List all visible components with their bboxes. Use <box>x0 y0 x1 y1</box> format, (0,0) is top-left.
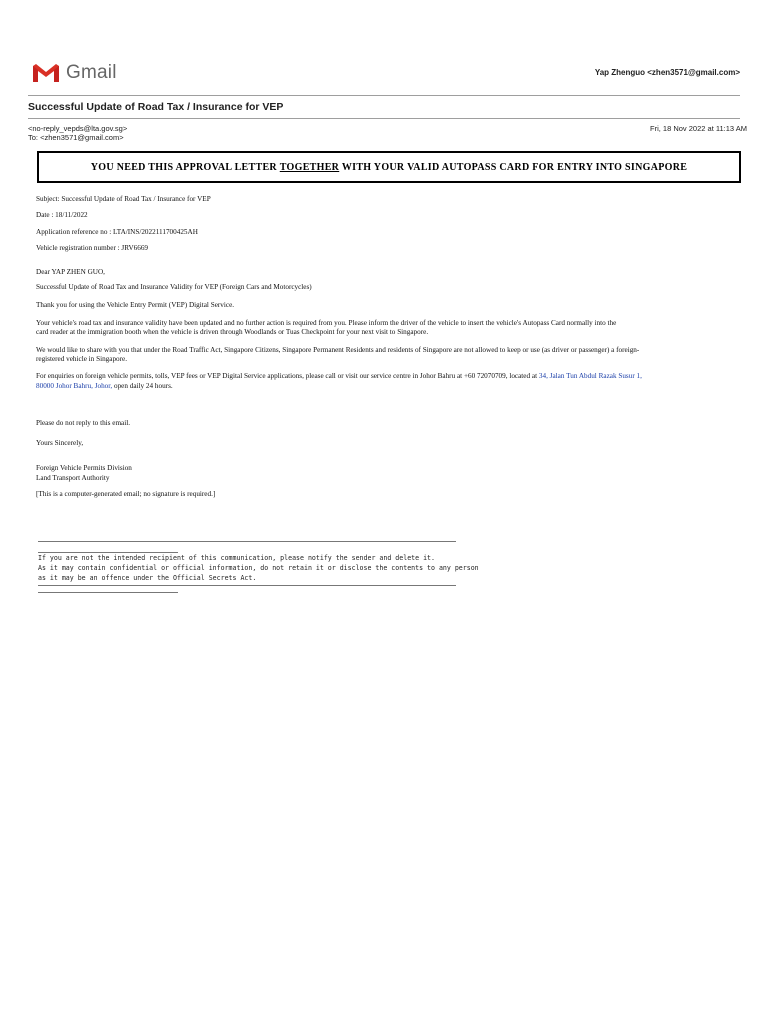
paragraph-line: We would like to share with you that under the Road Traffic Act, Singapore Citizens, Singapore Permanent Residents and residents of Singapore are not allowed to keep or use (as driver or passenger) a foreign- <box>36 345 640 354</box>
banner-text-end: WITH YOUR VALID AUTOPASS CARD FOR ENTRY INTO SINGAPORE <box>339 161 688 173</box>
detail-subject: Subject: Successful Update of Road Tax / Insurance for VEP <box>36 195 211 203</box>
letter-heading: Successful Update of Road Tax and Insurance Validity for VEP (Foreign Cars and Motorcycles) <box>36 283 312 292</box>
gmail-header <box>0 0 768 96</box>
paragraph-line <box>36 372 748 381</box>
salutation: Dear YAP ZHEN GUO, <box>36 267 105 276</box>
account-email: Yap Zhenguo <zhen3571@gmail.com> <box>594 68 740 77</box>
disclaimer-divider <box>38 592 178 593</box>
email-date: Fri, 18 Nov 2022 at 11:13 AM <box>650 124 747 133</box>
recipient-address: To: <zhen3571@gmail.com> <box>28 133 124 142</box>
closing: Yours Sincerely, <box>36 438 84 447</box>
disclaimer-line: As it may contain confidential or official information, do not retain it or disclose the contents to any person <box>38 563 479 572</box>
paragraph-update <box>36 319 748 338</box>
sender-address: <no-reply_vepds@lta.gov.sg> <box>28 124 128 133</box>
disclaimer-line: as it may be an offence under the Official Secrets Act. <box>38 573 257 582</box>
paragraph-enquiries <box>36 372 748 391</box>
paragraph-line: card reader at the immigration booth when the vehicle is driven through Woodlands or Tuas Checkpoint for your next visit to Singapore. <box>36 328 429 337</box>
opening-hours-text: open daily 24 hours. <box>112 381 173 390</box>
banner-text-start: YOU NEED THIS APPROVAL LETTER <box>90 161 280 173</box>
paragraph-line <box>36 382 748 391</box>
no-reply-notice: Please do not reply to this email. <box>36 419 131 428</box>
disclaimer-divider <box>38 585 456 586</box>
gmail-envelope-icon <box>32 63 60 83</box>
disclaimer <box>38 541 738 593</box>
paragraph-line: Your vehicle's road tax and insurance validity have been updated and no further action is required from you. Please inform the driver of the vehicle to insert the vehicle's Autopass Card normally into the <box>36 318 617 327</box>
email-subject: Successful Update of Road Tax / Insurance for VEP <box>28 101 284 113</box>
email-body <box>36 195 748 499</box>
detail-vehicle-reg: Vehicle registration number : JRV6669 <box>36 244 149 253</box>
detail-application-ref: Application reference no : LTA/INS/2022111700425AH <box>36 227 198 236</box>
detail-date: Date : 18/11/2022 <box>36 211 88 220</box>
banner-emphasis: TOGETHER <box>279 161 340 173</box>
thanks-line: Thank you for using the Vehicle Entry Permit (VEP) Digital Service. <box>36 301 235 310</box>
address-link[interactable]: 80000 Johor Bahru, Johor, <box>36 381 113 390</box>
signature-division: Foreign Vehicle Permits Division <box>36 464 132 473</box>
gmail-wordmark: Gmail <box>66 62 117 83</box>
paragraph-line: registered vehicle in Singapore. <box>36 355 128 364</box>
address-link[interactable]: 34, Jalan Tun Abdul Razak Susur 1, <box>538 372 642 381</box>
enquiries-text: For enquiries on foreign vehicle permits, tolls, VEP fees or VEP Digital Service applications, please call or visit our service centre in Johor Bahru at +60 72070709, located at <box>36 372 539 381</box>
approval-banner <box>37 151 741 183</box>
disclaimer-line: If you are not the intended recipient of this communication, please notify the sender and delete it. <box>38 554 435 562</box>
gmail-logo <box>32 62 117 84</box>
signature-authority: Land Transport Authority <box>36 473 110 482</box>
paragraph-road-traffic-act <box>36 346 748 365</box>
header-divider <box>28 95 740 96</box>
disclaimer-divider <box>38 541 456 542</box>
subject-divider <box>28 118 740 119</box>
computer-generated-note: [This is a computer-generated email; no signature is required.] <box>36 489 216 498</box>
disclaimer-divider <box>38 552 178 553</box>
